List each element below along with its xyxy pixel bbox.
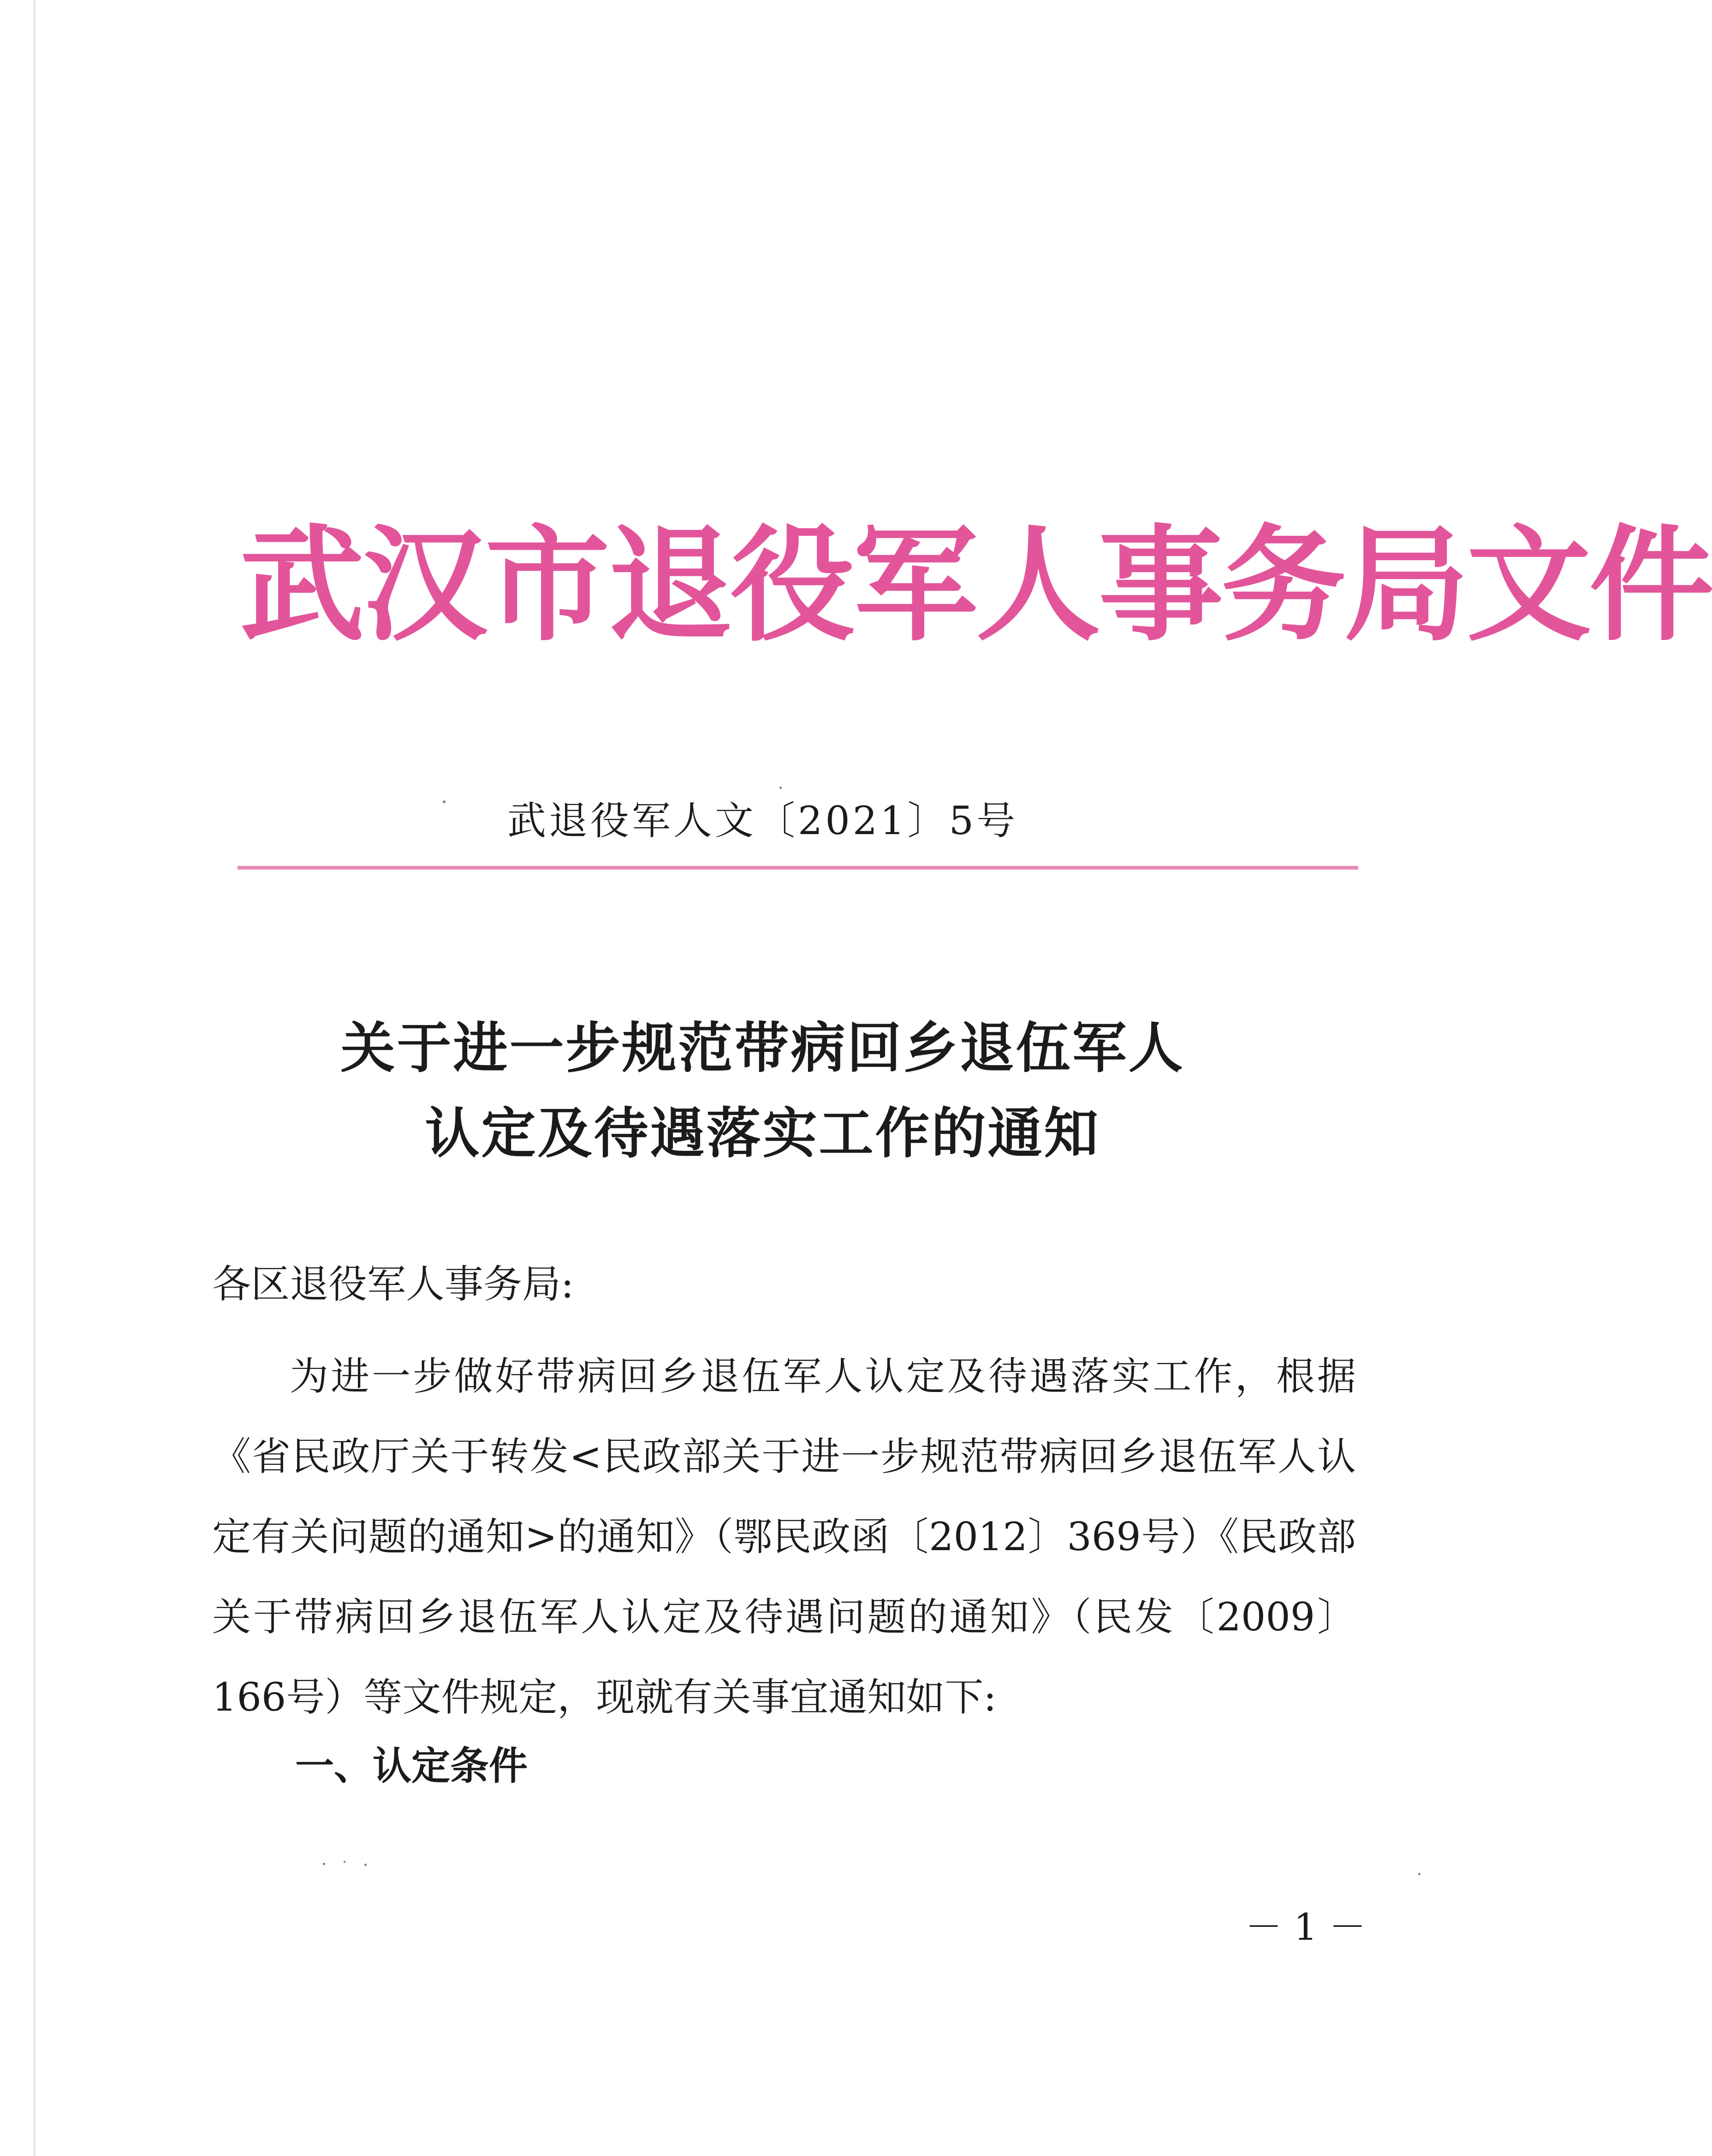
page-number: － 1 －	[1245, 1906, 1366, 1949]
body-paragraph: 为进一步做好带病回乡退伍军人认定及待遇落实工作，根据《省民政厅关于转发<民政部关于进一步规范带病回乡退伍军人认定有关问题的通知>的通知》（鄂民政函〔2012〕369号）《民政部关于带病回乡退伍军人认定及待遇问题的通知》（民发〔2009〕166号）等文件规定，现就有关事宜通知如下:	[212, 1354, 1356, 1720]
document-title	[0, 1005, 1525, 1176]
title-line-1: 关于进一步规范带病回乡退伍军人	[340, 1016, 1185, 1080]
scan-speck	[323, 1863, 325, 1865]
title-line-2: 认定及待遇落实工作的通知	[425, 1101, 1100, 1165]
issuer-header: 武汉市退役军人事务局文件	[240, 513, 1712, 658]
scan-speck	[344, 1861, 345, 1863]
salutation: 各区退役军人事务局:	[212, 1262, 574, 1307]
scan-speck	[779, 787, 782, 789]
section-heading: 一、认定条件	[295, 1743, 528, 1789]
scan-speck	[1418, 1873, 1421, 1875]
scan-speck	[443, 800, 446, 803]
scan-speck	[364, 1864, 367, 1866]
red-separator-line	[238, 866, 1358, 870]
document-number: 武退役军人文〔2021〕5号	[507, 798, 1018, 843]
